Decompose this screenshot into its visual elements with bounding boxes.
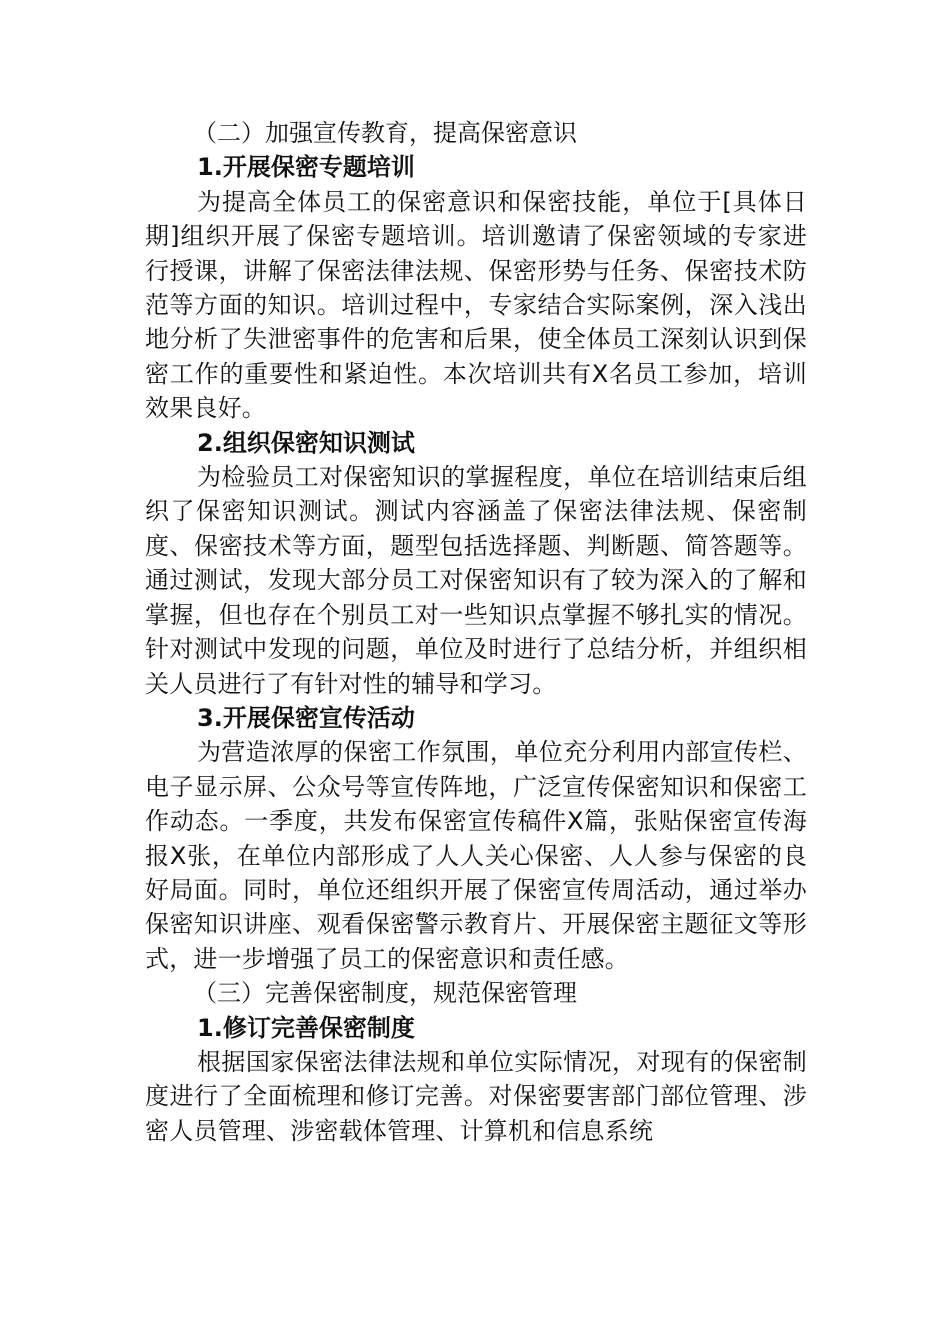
section-heading-2: （二）加强宣传教育，提高保密意识 <box>193 119 577 147</box>
section-heading-3: （三）完善保密制度，规范保密管理 <box>193 979 577 1008</box>
paragraph-training: 为提高全体员工的保密意识和保密技能，单位于[具体日期]组织开展了保密专题培训。培训邀请了保密领域的专家进行授课，讲解了保密法律法规、保密形势与任务、保密技术防范等方面的知识。培训过程中，专家结合实际案例，深入浅出地分析了失泄密事件的危害和后果，使全体员工深刻认识到保密工作的重要性和紧迫性。本次培训共有X名员工参加，培训效果良好。 <box>145 187 807 423</box>
subheading-test: 2.组织保密知识测试 <box>197 428 415 457</box>
subheading-revise-rules: 1.修订完善保密制度 <box>197 1013 415 1042</box>
document-page <box>145 116 807 1148</box>
subheading-publicity: 3.开展保密宣传活动 <box>197 703 415 732</box>
paragraph-revise-rules: 根据国家保密法律法规和单位实际情况，对现有的保密制度进行了全面梳理和修订完善。对保密要害部门部位管理、涉密人员管理、涉密载体管理、计算机和信息系统 <box>145 1047 807 1145</box>
paragraph-test: 为检验员工对保密知识的掌握程度，单位在培训结束后组织了保密知识测试。测试内容涵盖了保密法律法规、保密制度、保密技术等方面，题型包括选择题、判断题、简答题等。通过测试，发现大部分员工对保密知识有了较为深入的了解和掌握，但也存在个别员工对一些知识点掌握不够扎实的情况。针对测试中发现的问题，单位及时进行了总结分析，并组织相关人员进行了有针对性的辅导和学习。 <box>145 463 807 698</box>
subheading-training: 1.开展保密专题培训 <box>197 153 415 182</box>
paragraph-publicity: 为营造浓厚的保密工作氛围，单位充分利用内部宣传栏、电子显示屏、公众号等宣传阵地，广泛宣传保密知识和保密工作动态。一季度，共发布保密宣传稿件X篇，张贴保密宣传海报X张，在单位内部形成了人人关心保密、人人参与保密的良好局面。同时，单位还组织开展了保密宣传周活动，通过举办保密知识讲座、观看保密警示教育片、开展保密主题征文等形式，进一步增强了员工的保密意识和责任感。 <box>145 738 807 973</box>
